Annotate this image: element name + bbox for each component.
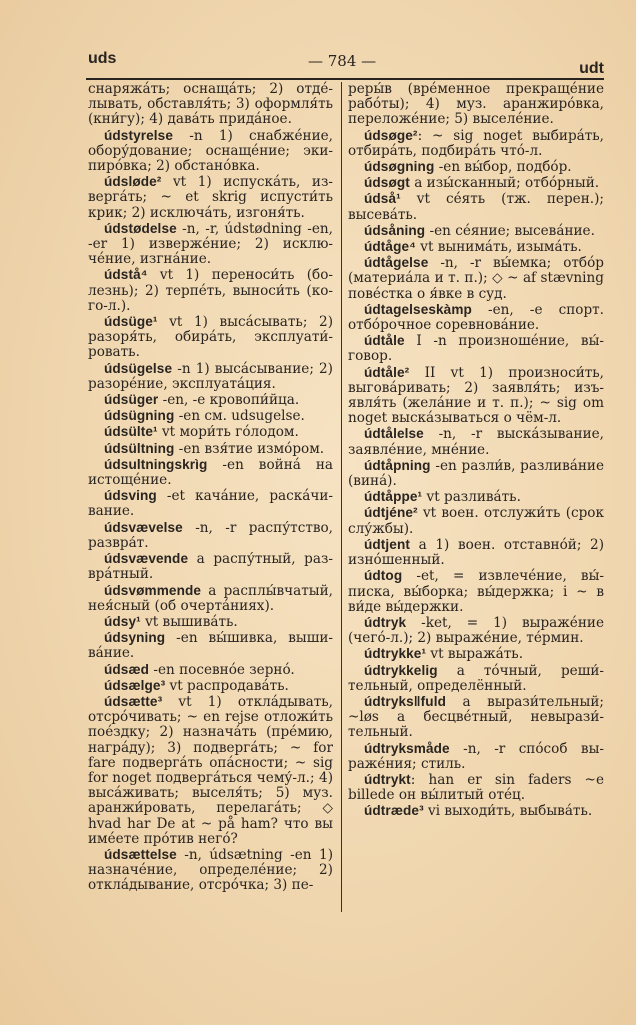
dictionary-entry xyxy=(348,159,604,175)
entry-definition: -en, -e кровопи́йца. xyxy=(158,392,300,409)
entry-definition: -ket, = 1) выражéние (чегó-л.); 2) выражéние, тéрмин. xyxy=(348,614,604,647)
entry-headword: údtagelseskàmp xyxy=(364,301,472,317)
entry-headword: údsülte¹ xyxy=(104,424,158,440)
entry-definition: vt 1) отклáдывать, отсрóчивать; ~ en rejse отложи́ть поéздку; 2) назначáть (прéмию, нагрáду); 3) подвергáть; ~ for fare подвергáть опáсности; ~ sig for noget подвергáться чему́-л.; 4) высáживать; выселя́ть; 5) муз. аранжи́ровать, перелагáть; ◇ hvad har De at ~ på ham? что вы имéете прóтив негó? xyxy=(88,693,333,847)
dictionary-entry xyxy=(88,128,333,175)
entry-definition: реры́в (врéменное прекращéние рабóты); 4) муз. аранжирóвка, переложéние; 5) выселéние. xyxy=(348,81,604,128)
dictionary-entry xyxy=(88,678,333,694)
dictionary-entry xyxy=(348,302,604,333)
dictionary-entry xyxy=(88,630,333,661)
entry-definition: vt сéять (тж. перен.); высевáть. xyxy=(348,191,604,223)
dictionary-entry xyxy=(88,314,333,361)
dictionary-entry xyxy=(348,568,604,615)
dictionary-entry xyxy=(348,489,604,505)
dictionary-entry xyxy=(88,694,333,847)
entry-definition: vt вынимáть, изымáть. xyxy=(415,239,582,256)
dictionary-entry xyxy=(348,426,604,457)
entry-definition: vt воен. отслужи́ть (срок слу́жбы). xyxy=(348,505,604,537)
entry-definition: -n, -r вы́емка; отбóр (материáла и т. п.); ◇ ~ af stævning повéстка о я́вке в суд. xyxy=(348,255,604,302)
entry-definition: vt выражáть. xyxy=(426,646,524,663)
dictionary-entry xyxy=(88,82,333,128)
entry-definition: -n, -r, údstødning -en, -er 1) извержéние; 2) исключéние, изгнáние. xyxy=(88,220,333,268)
dictionary-entry xyxy=(348,694,604,741)
entry-headword: údsøgt xyxy=(364,175,410,191)
entry-headword: údsælge³ xyxy=(104,677,166,693)
dictionary-entry xyxy=(88,614,333,630)
page-header xyxy=(88,50,604,78)
dictionary-entry xyxy=(348,175,604,191)
entry-headword: údtåpning xyxy=(364,457,431,473)
dictionary-entry xyxy=(348,646,604,662)
entry-headword: údsyning xyxy=(104,630,166,646)
dictionary-entry xyxy=(348,223,604,239)
entry-headword: údstødelse xyxy=(104,220,177,236)
entry-definition: -en см. udsugelse. xyxy=(174,408,305,425)
dictionary-entry xyxy=(348,772,604,803)
entry-headword: údtryks‖fuld xyxy=(364,693,446,709)
page-number: — 784 — xyxy=(308,52,377,70)
dictionary-entry xyxy=(88,488,333,519)
dictionary-entry xyxy=(348,663,604,694)
entry-definition: -n 1) высáсывание; 2) разорéние, эксплуатáция. xyxy=(88,360,333,392)
entry-headword: údtåppe¹ xyxy=(364,489,423,505)
entry-headword: údsæd xyxy=(104,661,150,677)
entry-headword: údtrykke¹ xyxy=(364,646,427,662)
entry-headword: údtog xyxy=(364,568,403,584)
entry-headword: údsvævende xyxy=(104,551,189,567)
entry-headword: údsløde² xyxy=(104,174,162,190)
entry-definition: a изы́сканный; отбóрный. xyxy=(409,175,600,192)
entry-definition: -en сéяние; высевáние. xyxy=(425,222,595,239)
dictionary-entry xyxy=(88,441,333,457)
entry-definition: vt мори́ть гóлодом. xyxy=(157,424,299,441)
entry-definition: II vt 1) произноси́ть, выговáривать; 2) заявля́ть; изъявля́ть (желáние и т. п.); ~ sig om noget выскáзываться о чём-л. xyxy=(348,364,604,427)
left-column xyxy=(88,82,333,894)
dictionary-entry xyxy=(348,128,604,159)
entry-headword: údsültning xyxy=(104,440,175,456)
entry-headword: údtrykkelig xyxy=(364,662,438,678)
entry-headword: údtjéne² xyxy=(364,505,418,521)
entry-headword: údtjent xyxy=(364,536,411,552)
entry-definition: -en вы́шивка, вышивáние. xyxy=(88,630,333,662)
entry-definition: -en вы́бор, подбóр. xyxy=(434,159,572,176)
entry-definition: a расплы́вчатый, нея́сный (об очертáниях). xyxy=(88,582,333,614)
entry-definition: a 1) воен. отставнóй; 2) изнóшенный. xyxy=(348,536,604,569)
entry-definition: : ~ sig noget выбирáть, отбирáть, подбирáть чтó-л. xyxy=(348,127,604,159)
entry-headword: údsultningskrìg xyxy=(104,456,208,472)
entry-headword: údsvævelse xyxy=(104,519,183,535)
entry-definition: : han er sin faders ~e billede он вы́литый отéц. xyxy=(348,771,604,804)
entry-definition: -en разли́в, разливáние (винá). xyxy=(348,457,604,490)
dictionary-entry xyxy=(88,847,333,894)
entry-headword: údtryksmåde xyxy=(364,740,450,756)
entry-definition: снаряжáть; оснащáть; 2) отдéлывать, обставля́ть; 3) оформля́ть (кни́гу); 4) давáть придáное. xyxy=(88,81,333,128)
entry-definition: -et, = извлечéние, вы́писка, вы́борка; вы́держка; i ~ в ви́де вы́держки. xyxy=(348,568,604,615)
entry-headword: údtrykt xyxy=(364,771,411,787)
entry-headword: údsüge¹ xyxy=(104,314,158,330)
dictionary-entry xyxy=(348,255,604,302)
dictionary-entry xyxy=(348,365,604,427)
guide-word-right: udt xyxy=(579,60,604,77)
entry-headword: údsügelse xyxy=(104,360,173,376)
dictionary-entry xyxy=(88,457,333,488)
entry-definition: I -n произношéние, вы́говор. xyxy=(348,333,604,365)
entry-definition: -n 1) снабжéние, обору́дование; оснащéние; экипирóвка; 2) обстанóвка. xyxy=(88,127,333,175)
entry-headword: údtræde³ xyxy=(364,803,424,819)
entry-headword: údsåning xyxy=(364,222,426,238)
entry-headword: údsving xyxy=(104,488,157,504)
dictionary-entry xyxy=(88,551,333,582)
entry-definition: vt 1) испускáть, извергáть; ~ et skrig испусти́ть крик; 2) исключáть, изгоня́ть. xyxy=(88,174,333,221)
dictionary-entry xyxy=(88,267,333,314)
entry-headword: údtålelse xyxy=(364,426,424,442)
entry-definition: vt вышивáть. xyxy=(140,613,238,630)
dictionary-entry xyxy=(88,583,333,614)
dictionary-entry xyxy=(348,741,604,772)
header-rule xyxy=(86,78,604,80)
dictionary-entry xyxy=(348,505,604,536)
column-divider xyxy=(341,82,342,912)
dictionary-entry xyxy=(348,803,604,819)
dictionary-entry xyxy=(88,361,333,392)
entry-definition: a распу́тный, разврáтный. xyxy=(88,551,333,583)
dictionary-entry xyxy=(348,615,604,646)
dictionary-entry xyxy=(348,239,604,255)
entry-headword: údsøge² xyxy=(364,127,418,143)
entry-definition: -en взя́тие измóром. xyxy=(174,440,325,457)
dictionary-entry xyxy=(88,408,333,424)
dictionary-entry xyxy=(88,424,333,440)
entry-definition: -n, -r выскáзывание, заявлéние, мнéние. xyxy=(348,426,604,458)
entry-definition: -en, -e спорт. отбóрочное соревновáние. xyxy=(348,301,604,334)
dictionary-entry xyxy=(88,221,333,268)
entry-definition: -et качáние, раскáчивание. xyxy=(88,488,333,520)
entry-definition: vt 1) высáсывать; 2) разоря́ть, обирáть, эксплуати́ровать. xyxy=(88,314,333,361)
guide-word-left: uds xyxy=(88,50,117,67)
entry-headword: údsügning xyxy=(104,408,175,424)
dictionary-entry xyxy=(348,82,604,128)
entry-definition: vt распродавáть. xyxy=(165,677,289,694)
dictionary-entry xyxy=(348,191,604,222)
entry-definition: a тóчный, реши́тельный, определённый. xyxy=(348,662,604,694)
entry-definition: -n, -r спóсоб выражéния; стиль. xyxy=(348,740,604,772)
dictionary-entry xyxy=(88,520,333,551)
entry-definition: -en посевнóе зернó. xyxy=(149,661,295,678)
entry-headword: údsvømmende xyxy=(104,582,202,598)
entry-headword: údtåle² xyxy=(364,364,410,380)
dictionary-entry xyxy=(348,537,604,568)
entry-headword: údså¹ xyxy=(364,191,401,207)
right-column xyxy=(348,82,604,820)
dictionary-entry xyxy=(88,392,333,408)
dictionary-entry xyxy=(348,333,604,364)
entry-headword: údsüger xyxy=(104,392,159,408)
entry-definition: -n, -r распу́тство, развра́т. xyxy=(88,519,333,551)
entry-headword: údsøgning xyxy=(364,159,435,175)
entry-definition: vi выходи́ть, выбывáть. xyxy=(423,803,593,820)
entry-headword: údstyrelse xyxy=(104,127,174,143)
entry-headword: údtryk xyxy=(364,614,407,630)
dictionary-entry xyxy=(88,174,333,221)
entry-definition: -n, údsætning -en 1) назначéние, определéние; 2) отклáдывание, отсрóчка; 3) пе- xyxy=(88,846,333,894)
entry-headword: údsættelse xyxy=(104,846,177,862)
entry-headword: údsætte³ xyxy=(104,693,163,709)
entry-headword: údtågelse xyxy=(364,255,429,271)
dictionary-entry xyxy=(88,662,333,678)
entry-definition: vt разливáть. xyxy=(422,489,521,506)
entry-definition: a вырази́тельный; ~løs a бесцвéтный, невырази́тельный. xyxy=(348,693,604,741)
entry-definition: -en войнá на истощéние. xyxy=(88,456,333,489)
entry-headword: údtåle xyxy=(364,333,405,349)
dictionary-entry xyxy=(348,458,604,489)
entry-headword: údtåge⁴ xyxy=(364,239,416,255)
entry-headword: údstå⁴ xyxy=(104,267,148,283)
entry-headword: údsy¹ xyxy=(104,613,141,629)
entry-definition: vt 1) переноси́ть (болезнь); 2) терпéть, выноси́ть (кого-л.). xyxy=(88,267,333,314)
